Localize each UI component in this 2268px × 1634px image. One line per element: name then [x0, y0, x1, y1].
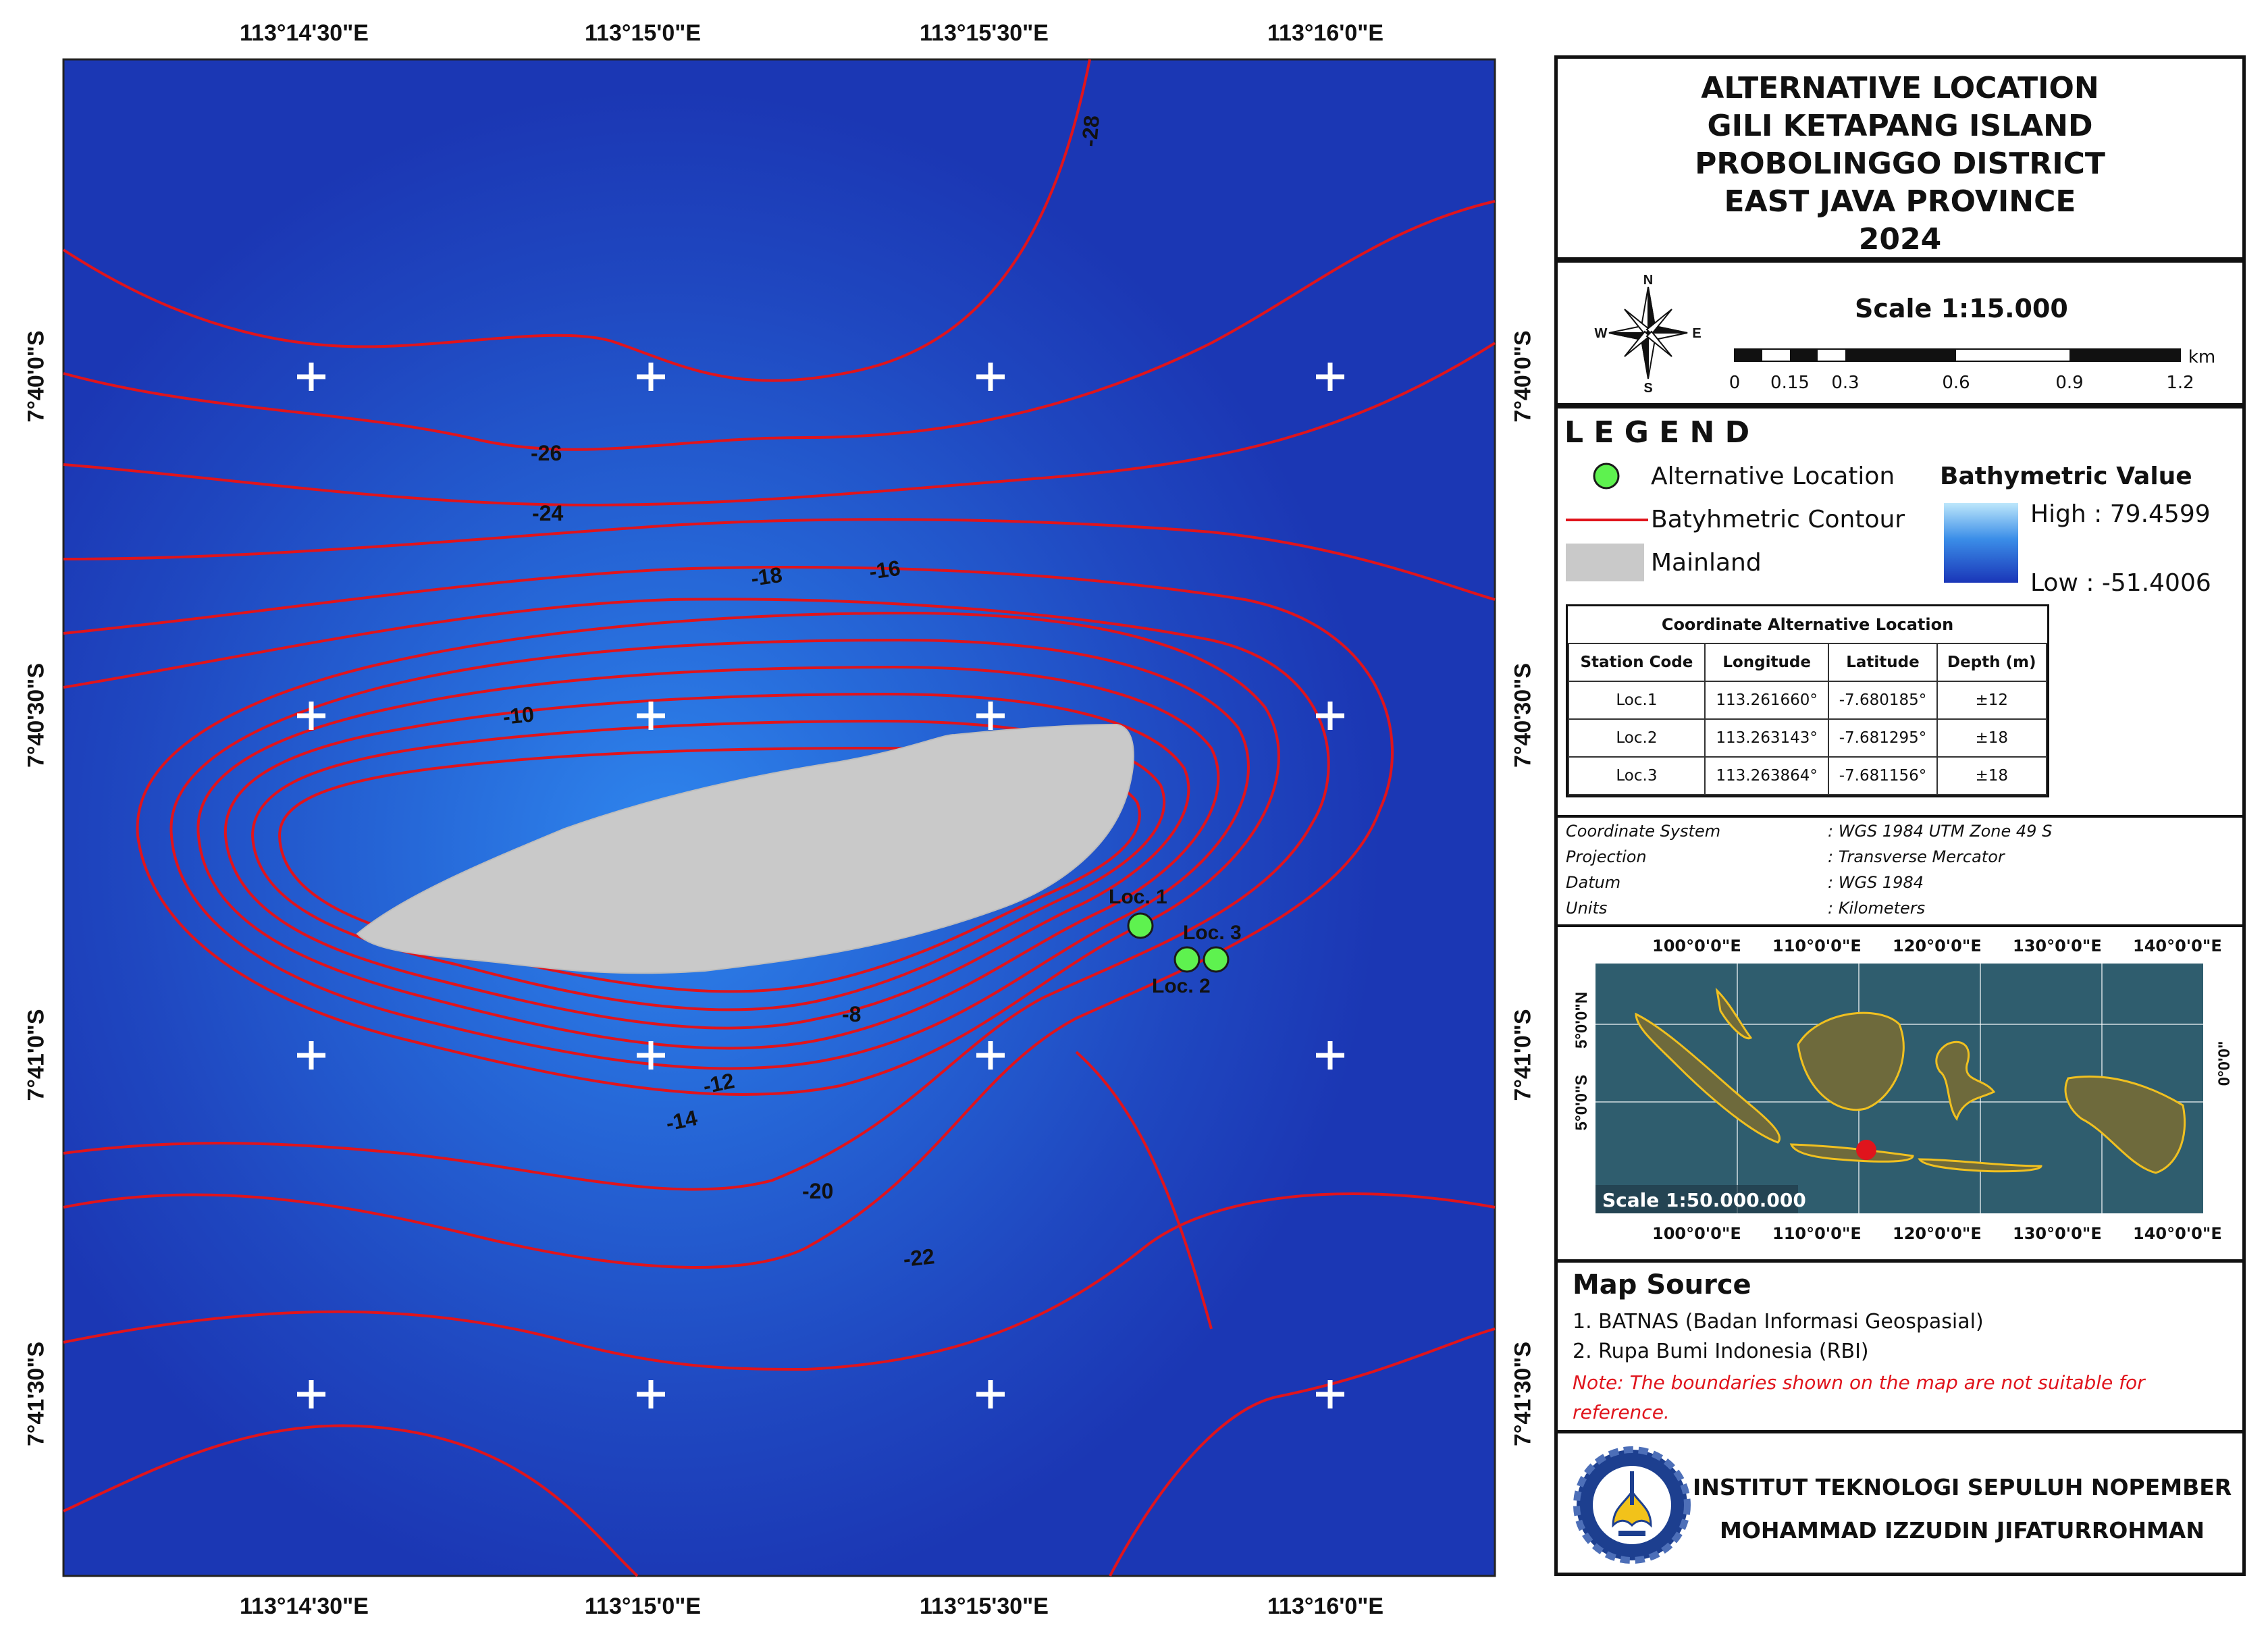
- legend-label-mainland: Mainland: [1651, 549, 1762, 577]
- proj-key: Units: [1566, 899, 1608, 918]
- coordinate-table-title: Coordinate Alternative Location: [1661, 615, 1954, 634]
- location-label-loc1: Loc. 1: [1109, 886, 1167, 908]
- lon-label-top: 113°16'0"E: [1267, 20, 1384, 46]
- compass-n: N: [1643, 273, 1654, 288]
- scale-tick: 0.3: [1831, 373, 1860, 393]
- table-row: [1568, 757, 2047, 795]
- inset-lon-top: 120°0'0"E: [1893, 937, 1982, 955]
- compass-s: S: [1643, 381, 1653, 396]
- inset-lon-bottom: 140°0'0"E: [2133, 1224, 2222, 1243]
- title-line: EAST JAVA PROVINCE: [1724, 184, 2076, 219]
- map-source-item: 1. BATNAS (Badan Informasi Geospasial): [1573, 1310, 1984, 1334]
- inset-lat-left: 5°0'0"S: [1573, 1074, 1591, 1131]
- inset-lon-bottom: 130°0'0"E: [2013, 1224, 2102, 1243]
- bathy-ramp: [1944, 503, 2018, 583]
- location-label-loc3: Loc. 3: [1183, 922, 1242, 944]
- lon-label-top: 113°15'0"E: [585, 20, 702, 46]
- map-source-heading: Map Source: [1573, 1269, 1751, 1300]
- proj-value: : WGS 1984: [1828, 873, 1924, 892]
- table-cell: ±18: [1937, 757, 2047, 795]
- contour-label: -12: [700, 1068, 737, 1099]
- proj-value: : Kilometers: [1828, 899, 1926, 918]
- lat-label-right: 7°40'0"S: [1510, 330, 1536, 423]
- coordinate-table: [1568, 643, 2047, 795]
- study-area-marker: [1856, 1140, 1876, 1160]
- lon-label-bottom: 113°16'0"E: [1267, 1593, 1384, 1619]
- legend-location-icon: [1594, 464, 1618, 488]
- inset-lat-right: 0°0'0": [2215, 1040, 2234, 1086]
- proj-key: Projection: [1566, 847, 1647, 866]
- table-row: [1568, 719, 2047, 757]
- contour-label: -22: [901, 1244, 936, 1271]
- table-cell: Loc.3: [1568, 757, 1705, 795]
- inset-lon-top: 140°0'0"E: [2133, 937, 2222, 955]
- projection-info: [1558, 815, 2242, 924]
- contour-label: -28: [1077, 114, 1105, 148]
- scale-tick: 1.2: [2166, 373, 2194, 393]
- contour-label: -16: [867, 555, 902, 584]
- proj-key: Coordinate System: [1566, 822, 1721, 841]
- location-marker-loc2[interactable]: [1175, 947, 1199, 972]
- map-source-box: [1554, 1261, 2246, 1430]
- lat-label-left: 7°40'0"S: [23, 330, 49, 423]
- proj-value: : Transverse Mercator: [1828, 847, 2005, 866]
- scale-tick: 0.6: [1942, 373, 1970, 393]
- lon-label-top: 113°14'30"E: [240, 20, 369, 46]
- inset-lon-top: 130°0'0"E: [2013, 937, 2102, 955]
- title-line: 2024: [1858, 222, 1942, 257]
- inset-lon-bottom: 120°0'0"E: [1893, 1224, 1982, 1243]
- title-line: GILI KETAPANG ISLAND: [1707, 109, 2093, 143]
- lon-label-top: 113°15'30"E: [920, 20, 1049, 46]
- table-cell: Loc.1: [1568, 681, 1705, 719]
- table-cell: ±18: [1937, 719, 2047, 757]
- table-cell: -7.681295°: [1828, 719, 1936, 757]
- compass-e: E: [1692, 326, 1702, 341]
- lat-label-right: 7°41'0"S: [1510, 1009, 1536, 1101]
- legend-box: [1554, 405, 2246, 1263]
- contour-label: -18: [749, 562, 784, 591]
- contour-label: -20: [802, 1179, 834, 1203]
- inset-map: [1595, 964, 2203, 1213]
- contour-label: -14: [663, 1105, 700, 1136]
- bathy-low: Low : -51.4006: [2030, 569, 2211, 597]
- bathymetry-map: [63, 59, 1495, 1576]
- lon-label-bottom: 113°15'0"E: [585, 1593, 702, 1619]
- proj-key: Datum: [1566, 873, 1621, 892]
- table-cell: 113.261660°: [1705, 681, 1829, 719]
- location-marker-loc3[interactable]: [1204, 947, 1228, 972]
- its-logo-icon: [1571, 1444, 1693, 1566]
- author-name: MOHAMMAD IZZUDIN JIFATURROHMAN: [1720, 1517, 2205, 1544]
- table-header: Depth (m): [1937, 643, 2047, 681]
- inset-scale-text: Scale 1:50.000.000: [1602, 1189, 1806, 1211]
- scale-text: Scale 1:15.000: [1855, 294, 2068, 323]
- inset-lat-left: 5°0'0"N: [1573, 991, 1591, 1049]
- legend-label-location: Alternative Location: [1651, 463, 1895, 490]
- scale-tick: 0: [1729, 373, 1741, 393]
- inset-lon-top: 110°0'0"E: [1772, 937, 1862, 955]
- table-header: Station Code: [1568, 643, 1705, 681]
- scale-box: [1554, 259, 2246, 406]
- scale-bar: [1731, 346, 2217, 400]
- lat-label-left: 7°41'0"S: [23, 1009, 49, 1101]
- table-cell: 113.263864°: [1705, 757, 1829, 795]
- contour-label: -8: [842, 1002, 862, 1026]
- lat-label-right: 7°41'30"S: [1510, 1341, 1536, 1447]
- table-cell: Loc.2: [1568, 719, 1705, 757]
- table-row: [1568, 681, 2047, 719]
- legend-label-contour: Batyhmetric Contour: [1651, 506, 1905, 533]
- table-header: Longitude: [1705, 643, 1829, 681]
- lat-label-left: 7°40'30"S: [23, 662, 49, 768]
- table-cell: -7.680185°: [1828, 681, 1936, 719]
- map-source-item: 2. Rupa Bumi Indonesia (RBI): [1573, 1340, 1869, 1363]
- inset-map-area: [1558, 924, 2242, 1262]
- compass-rose-icon: [1594, 272, 1702, 394]
- table-cell: ±12: [1937, 681, 2047, 719]
- table-cell: 113.263143°: [1705, 719, 1829, 757]
- lon-label-bottom: 113°15'30"E: [920, 1593, 1049, 1619]
- table-cell: -7.681156°: [1828, 757, 1936, 795]
- lat-label-right: 7°40'30"S: [1510, 662, 1536, 768]
- table-header: Latitude: [1828, 643, 1936, 681]
- title-box: [1554, 55, 2246, 261]
- title-line: PROBOLINGGO DISTRICT: [1695, 147, 2105, 181]
- contour-label: -10: [501, 702, 535, 729]
- legend-heading: L E G E N D: [1564, 415, 1750, 450]
- contour-label: -24: [532, 501, 564, 525]
- proj-value: : WGS 1984 UTM Zone 49 S: [1828, 822, 2053, 841]
- scale-tick: 0.15: [1770, 373, 1810, 393]
- inset-lon-bottom: 100°0'0"E: [1652, 1224, 1741, 1243]
- map-source-note: Note: The boundaries shown on the map are not suitable for reference.: [1573, 1371, 2145, 1423]
- coordinate-table-box: [1566, 604, 2049, 797]
- lat-label-left: 7°41'30"S: [23, 1341, 49, 1447]
- institution-box: [1554, 1430, 2246, 1576]
- scale-unit: km: [2188, 347, 2216, 367]
- bathy-high: High : 79.4599: [2030, 500, 2211, 528]
- compass-w: W: [1594, 326, 1608, 341]
- lon-label-bottom: 113°14'30"E: [240, 1593, 369, 1619]
- location-label-loc2: Loc. 2: [1152, 975, 1211, 997]
- scale-tick: 0.9: [2055, 373, 2084, 393]
- inset-lon-bottom: 110°0'0"E: [1772, 1224, 1862, 1243]
- location-marker-loc1[interactable]: [1128, 914, 1153, 938]
- institution-name: INSTITUT TEKNOLOGI SEPULUH NOPEMBER: [1693, 1474, 2232, 1500]
- bathy-title: Bathymetric Value: [1940, 463, 2192, 490]
- title-line: ALTERNATIVE LOCATION: [1701, 71, 2099, 105]
- contour-label: -26: [531, 441, 562, 465]
- inset-lon-top: 100°0'0"E: [1652, 937, 1741, 955]
- legend-mainland-icon: [1566, 544, 1644, 581]
